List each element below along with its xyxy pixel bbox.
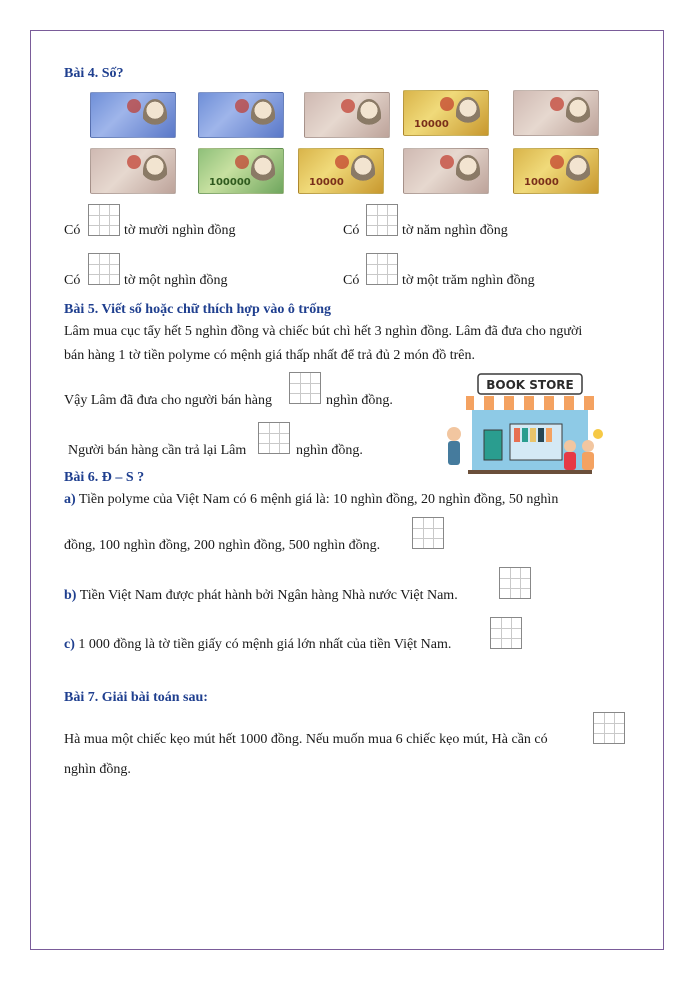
bai6-c-text: 1 000 đồng là tờ tiền giấy có mệnh giá lớn nhất của tiền Việt Nam. [78,637,452,652]
bai7-line2: nghìn đồng. [64,762,131,777]
banknote [304,92,390,138]
bai6-a-text: Tiền polyme của Việt Nam có 6 mệnh giá là: 10 nghìn đồng, 20 nghìn đồng, 50 nghìn [78,492,559,507]
co-label: Có [64,273,81,288]
q4-text: tờ một trăm nghìn đồng [402,273,535,288]
answer-box-bai5-1[interactable] [289,372,321,404]
answer-box-q1[interactable] [88,204,120,236]
answer-box-q3[interactable] [88,253,120,285]
bai6-a-line1 [64,492,558,508]
banknote: 10000 [403,90,489,136]
bai6-b-line [64,588,458,604]
q1-text: tờ mười nghìn đồng [124,223,236,238]
answer-box-bai7[interactable] [593,712,625,744]
bai6-b-label: b) [64,588,77,603]
answer-box-q4[interactable] [366,253,398,285]
banknote [198,92,284,138]
banknote [90,92,176,138]
banknote [403,148,489,194]
bai5-line1: Lâm mua cục tẩy hết 5 nghìn đồng và chiếc bút chì hết 3 nghìn đồng. Lâm đã đưa cho người [64,324,583,339]
co-label: Có [343,273,360,288]
bai5-ans1-pre: Vậy Lâm đã đưa cho người bán hàng [64,393,273,408]
bai5-ans2-pre: Người bán hàng cần trả lại Lâm [68,443,247,458]
answer-box-q2[interactable] [366,204,398,236]
bai6-a-label: a) [64,492,76,507]
banknote [90,148,176,194]
answer-box-bai5-2[interactable] [258,422,290,454]
bai7-heading: Bài 7. Giải bài toán sau: [64,690,208,705]
answer-box-bai6-a[interactable] [412,517,444,549]
bai4-heading: Bài 4. Số? [64,66,124,81]
answer-box-bai6-c[interactable] [490,617,522,649]
store-sign-text: BOOK STORE [486,378,574,392]
q3-text: tờ một nghìn đồng [124,273,228,288]
bai6-c-line [64,637,451,653]
bai6-heading: Bài 6. Đ – S ? [64,470,145,485]
q2-text: tờ năm nghìn đồng [402,223,508,238]
bai5-line2: bán hàng 1 tờ tiền polyme có mệnh giá thấp nhất để trả đủ 2 món đồ trên. [64,348,475,363]
banknote: 10000 [298,148,384,194]
banknote: 100000 [198,148,284,194]
bai5-heading: Bài 5. Viết số hoặc chữ thích hợp vào ô trống [64,302,332,317]
bai6-b-text: Tiền Việt Nam được phát hành bởi Ngân hàng Nhà nước Việt Nam. [79,588,458,603]
bai5-ans2-post: nghìn đồng. [296,443,363,458]
bai6-c-label: c) [64,637,75,652]
bai6-a-line2: đồng, 100 nghìn đồng, 200 nghìn đồng, 500 nghìn đồng. [64,538,381,553]
banknote [513,90,599,136]
co-label: Có [64,223,81,238]
bai5-ans1-post: nghìn đồng. [326,393,393,408]
book-store-illustration [438,372,606,480]
co-label: Có [343,223,360,238]
banknote: 10000 [513,148,599,194]
answer-box-bai6-b[interactable] [499,567,531,599]
bai7-line1: Hà mua một chiếc kẹo mút hết 1000 đồng. Nếu muốn mua 6 chiếc kẹo mút, Hà cần có [64,732,548,747]
